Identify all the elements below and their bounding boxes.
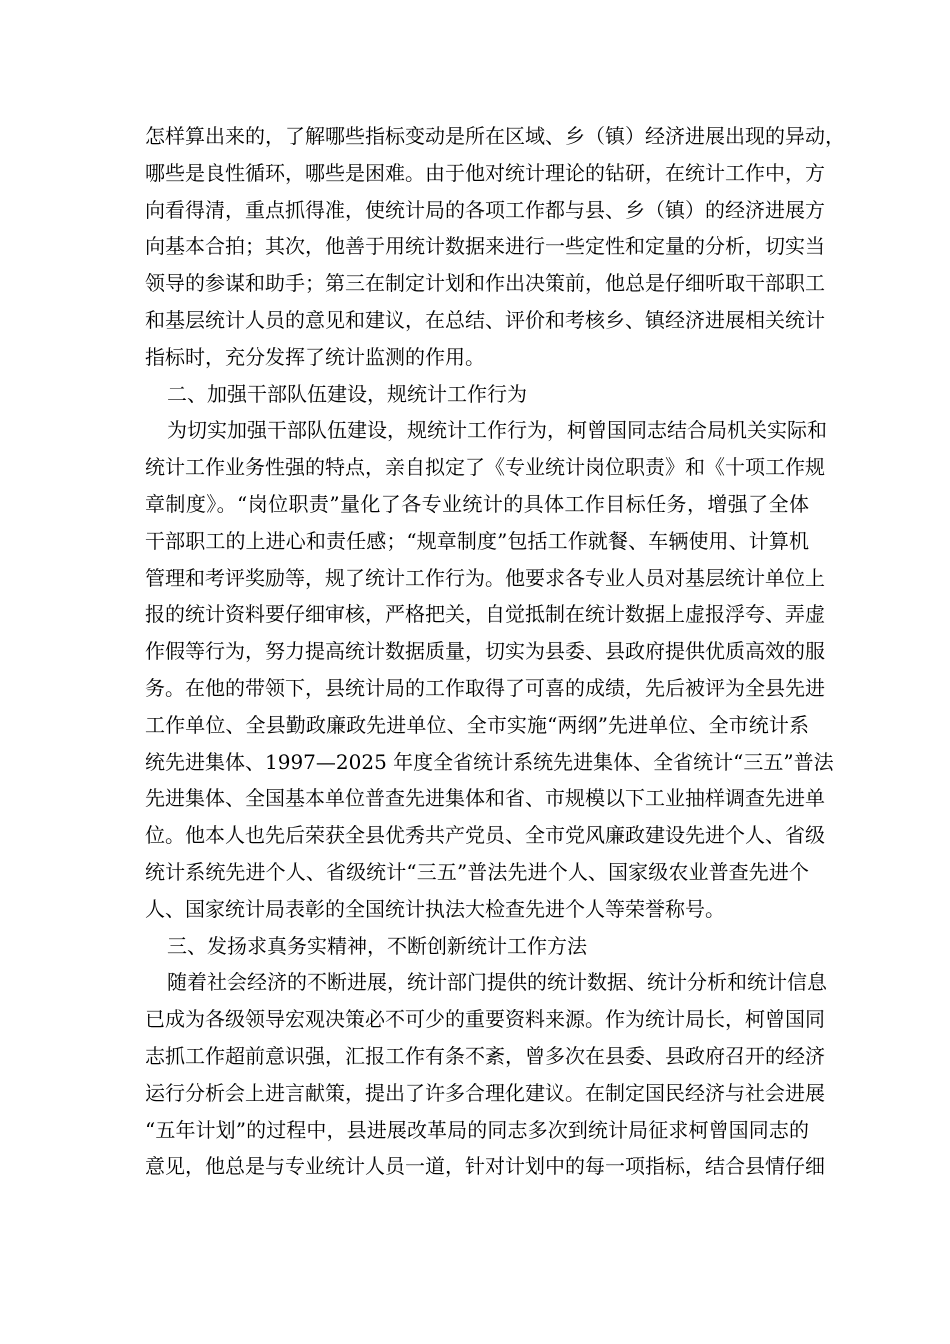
- body-line: 位。他本人也先后荣获全县优秀共产党员、全市党风廉政建设先进个人、省级: [145, 823, 825, 848]
- body-line: 意见，他总是与专业统计人员一道，针对计划中的每一项指标，结合县情仔细: [145, 1154, 825, 1179]
- section-heading-3: 三、发扬求真务实精神，不断创新统计工作方法: [167, 933, 587, 958]
- body-line: 为切实加强干部队伍建设，规统计工作行为，柯曾国同志结合局机关实际和: [167, 418, 827, 443]
- body-line: 哪些是良性循环，哪些是困难。由于他对统计理论的钻研，在统计工作中，方: [145, 160, 825, 185]
- body-line: 作假等行为，努力提高统计数据质量，切实为县委、县政府提供优质高效的服: [145, 639, 825, 664]
- section-heading-2: 二、加强干部队伍建设，规统计工作行为: [167, 381, 527, 406]
- body-line: 指标时，充分发挥了统计监测的作用。: [145, 344, 485, 369]
- body-line: 先进集体、全国基本单位普查先进集体和省、市规模以下工业抽样调查先进单: [145, 786, 825, 811]
- body-line: 志抓工作超前意识强，汇报工作有条不紊，曾多次在县委、县政府召开的经济: [145, 1043, 825, 1068]
- body-line: 向基本合拍；其次，他善于用统计数据来进行一些定性和定量的分析，切实当: [145, 234, 825, 259]
- body-line: 领导的参谋和助手；第三在制定计划和作出决策前，他总是仔细听取干部职工: [145, 271, 825, 296]
- body-line: 章制度》。“岗位职责”量化了各专业统计的具体工作目标任务，增强了全体: [145, 491, 809, 516]
- body-line: 人、国家统计局表彰的全国统计执法大检查先进个人等荣誉称号。: [145, 896, 725, 921]
- body-line: 已成为各级领导宏观决策必不可少的重要资料来源。作为统计局长，柯曾国同: [145, 1007, 825, 1032]
- body-line: “五年计划”的过程中，县进展改革局的同志多次到统计局征求柯曾国同志的: [145, 1117, 809, 1142]
- document-body: [145, 118, 845, 1185]
- body-line: 向看得清，重点抓得准，使统计局的各项工作都与县、乡（镇）的经济进展方: [145, 197, 825, 222]
- body-line: 随着社会经济的不断进展，统计部门提供的统计数据、统计分析和统计信息: [167, 970, 827, 995]
- body-line: 务。在他的带领下，县统计局的工作取得了可喜的成绩，先后被评为全县先进: [145, 675, 825, 700]
- body-line: 工作单位、全县勤政廉政先进单位、全市实施“两纲”先进单位、全市统计系: [145, 712, 809, 737]
- body-line: 统计系统先进个人、省级统计“三五”普法先进个人、国家级农业普查先进个: [145, 859, 809, 884]
- body-line: 统计工作业务性强的特点，亲自拟定了《专业统计岗位职责》和《十项工作规: [145, 455, 825, 480]
- body-line: 干部职工的上进心和责任感；“规章制度”包括工作就餐、车辆使用、计算机: [145, 528, 809, 553]
- body-line: 运行分析会上进言献策，提出了许多合理化建议。在制定国民经济与社会进展: [145, 1080, 825, 1105]
- body-line: 报的统计资料要仔细审核，严格把关，自觉抵制在统计数据上虚报浮夸、弄虚: [145, 602, 825, 627]
- body-line: 管理和考评奖励等，规了统计工作行为。他要求各专业人员对基层统计单位上: [145, 565, 825, 590]
- body-line: 统先进集体、1997—2025 年度全省统计系统先进集体、全省统计“三五”普法: [145, 749, 834, 774]
- body-line: 怎样算出来的，了解哪些指标变动是所在区域、乡（镇）经济进展出现的异动，: [145, 124, 845, 148]
- body-line: 和基层统计人员的意见和建议，在总结、评价和考核乡、镇经济进展相关统计: [145, 307, 825, 332]
